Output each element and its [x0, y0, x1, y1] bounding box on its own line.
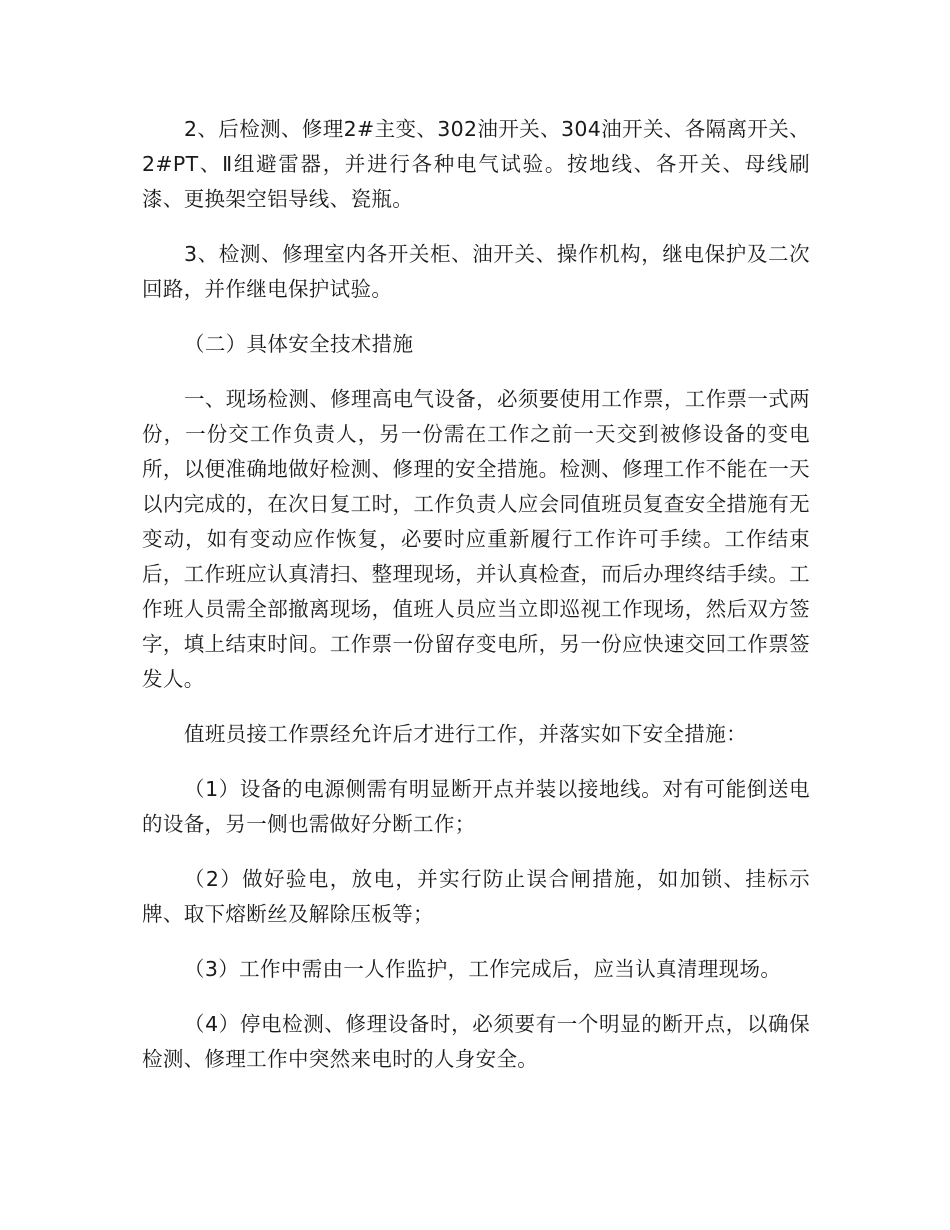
paragraph-work-ticket: 一、现场检测、修理高电气设备，必须要使用工作票，工作票一式两份，一份交工作负责人，另一份需在工作之前一天交到被修设备的变电所，以便准确地做好检测、修理的安全措施。检测、修理工作不能在一天以内完成的，在次日复工时，工作负责人应会同值班员复查安全措施有无变动，如有变动应作恢复，必要时应重新履行工作许可手续。工作结束后，工作班应认真清扫、整理现场，并认真检查，而后办理终结手续。工作班人员需全部撤离现场，值班人员应当立即巡视工作现场，然后双方签字，填上结束时间。工作票一份留存变电所，另一份应快速交回工作票签发人。: [142, 387, 810, 691]
paragraph-measure-4: （4）停电检测、修理设备时，必须要有一个明显的断开点，以确保检测、修理工作中突然来电时的人身安全。: [142, 1012, 810, 1071]
paragraph-item-2: 2、后检测、修理2#主变、302油开关、304油开关、各隔离开关、2#PT、Ⅱ组避雷器，并进行各种电气试验。按地线、各开关、母线刷漆、更换架空铝导线、瓷瓶。: [142, 117, 810, 211]
document-body: [142, 112, 810, 1097]
paragraph-measure-3: （3）工作中需由一人作监护，工作完成后，应当认真清理现场。: [184, 957, 782, 981]
section-heading: （二）具体安全技术措施: [184, 332, 414, 356]
paragraph-measure-1: （1）设备的电源侧需有明显断开点并装以接地线。对有可能倒送电的设备，另一侧也需做好分断工作；: [142, 777, 810, 836]
paragraph-measure-2: （2）做好验电，放电，并实行防止误合闸措施，如加锁、挂标示牌、取下熔断丝及解除压板等；: [142, 867, 810, 926]
paragraph-safety-intro: 值班员接工作票经允许后才进行工作，并落实如下安全措施：: [184, 722, 747, 746]
paragraph-item-3: 3、检测、修理室内各开关柜、油开关、操作机构，继电保护及二次回路，并作继电保护试验。: [142, 242, 810, 301]
